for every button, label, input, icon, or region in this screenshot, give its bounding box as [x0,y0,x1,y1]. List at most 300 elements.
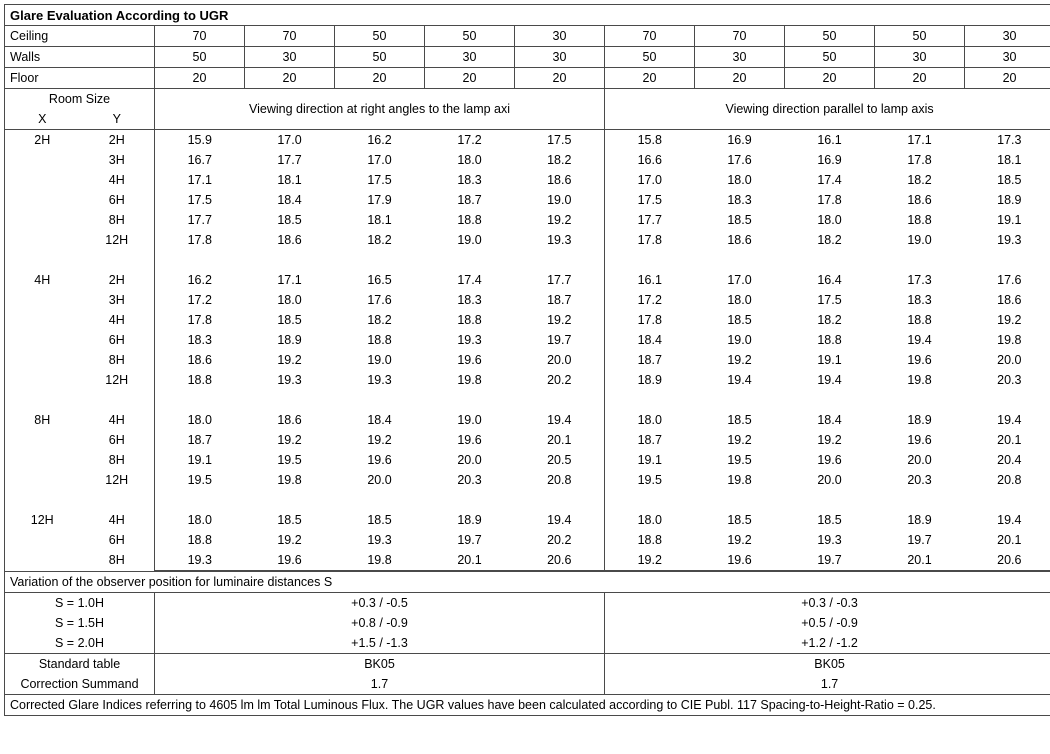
ugr-value: 18.8 [155,530,245,550]
ugr-value: 19.4 [515,510,605,530]
ugr-value: 19.3 [785,530,875,550]
spacer-cell [515,490,605,510]
data-row [5,210,1050,230]
ugr-value: 17.5 [155,190,245,210]
ugr-value: 20.4 [965,450,1050,470]
ugr-value: 19.2 [695,430,785,450]
ugr-value: 18.9 [875,510,965,530]
ugr-value: 20.2 [515,370,605,390]
ugr-value: 18.3 [425,170,515,190]
variation-parallel: +0.5 / -0.9 [605,613,1050,633]
ugr-value: 18.3 [695,190,785,210]
spacer-cell [335,490,425,510]
ugr-value: 18.6 [515,170,605,190]
ugr-value: 19.8 [695,470,785,490]
spacer-cell [155,490,245,510]
ugr-value: 19.0 [425,410,515,430]
room-size-y: 2H [80,270,155,290]
ugr-value: 19.8 [425,370,515,390]
data-row [5,170,1050,190]
data-row [5,270,1050,290]
reflectance-value: 30 [425,47,515,68]
ugr-value: 19.2 [695,530,785,550]
ugr-value: 19.4 [965,410,1050,430]
ugr-value: 19.1 [605,450,695,470]
reflectance-value: 70 [695,26,785,47]
ugr-value: 19.0 [335,350,425,370]
spacer-cell [965,250,1050,270]
room-size-header: Room Size [5,89,155,110]
ugr-value: 16.4 [785,270,875,290]
ugr-value: 19.1 [965,210,1050,230]
ugr-value: 17.6 [965,270,1050,290]
room-size-y: 6H [80,330,155,350]
ugr-value: 17.4 [785,170,875,190]
spacer-cell [785,390,875,410]
spacer-cell [605,250,695,270]
data-row [5,510,1050,530]
room-size-x: 12H [5,510,80,530]
ugr-value: 18.0 [425,150,515,170]
ugr-value: 18.8 [875,210,965,230]
spacer-cell [965,490,1050,510]
ugr-value: 20.0 [515,350,605,370]
spacer-cell [155,250,245,270]
ugr-value: 18.4 [785,410,875,430]
variation-label: S = 2.0H [5,633,155,654]
room-size-y: 4H [80,510,155,530]
ugr-value: 18.9 [605,370,695,390]
spacer-cell [515,250,605,270]
ugr-value: 19.5 [695,450,785,470]
ugr-value: 19.2 [335,430,425,450]
room-size-x [5,370,80,390]
reflectance-value: 50 [335,47,425,68]
spacer-cell [425,390,515,410]
ugr-value: 19.1 [785,350,875,370]
ugr-value: 18.6 [245,410,335,430]
data-row [5,230,1050,250]
ugr-value: 19.8 [875,370,965,390]
room-size-y: 4H [80,170,155,190]
correction-summand-row [5,674,1050,695]
spacer-cell [965,390,1050,410]
spacer-cell [80,250,155,270]
ugr-value: 19.6 [785,450,875,470]
variation-parallel: +0.3 / -0.3 [605,593,1050,614]
ugr-value: 19.2 [245,350,335,370]
room-size-x [5,210,80,230]
direction-header-perpendicular: Viewing direction at right angles to the lamp axi [155,89,605,130]
standard-table-row [5,654,1050,675]
ugr-value: 16.9 [695,130,785,151]
ugr-value: 17.5 [335,170,425,190]
room-size-x [5,290,80,310]
data-row [5,130,1050,151]
ugr-value: 19.5 [155,470,245,490]
ugr-glare-evaluation-page [0,4,1050,754]
ugr-value: 18.0 [605,410,695,430]
data-row [5,530,1050,550]
correction-summand-perpendicular: 1.7 [155,674,605,695]
ugr-value: 20.0 [335,470,425,490]
ugr-value: 18.3 [425,290,515,310]
ugr-value: 17.0 [245,130,335,151]
ugr-value: 17.7 [245,150,335,170]
ugr-value: 16.7 [155,150,245,170]
ugr-value: 17.8 [785,190,875,210]
ugr-value: 19.4 [515,410,605,430]
correction-summand-parallel: 1.7 [605,674,1050,695]
ugr-value: 18.5 [245,310,335,330]
ugr-value: 16.2 [155,270,245,290]
spacer-cell [335,390,425,410]
footnote: Corrected Glare Indices referring to 4605 lm lm Total Luminous Flux. The UGR values have been calculated according to CIE Publ. 117 Spacing-to-Height-Ratio = 0.25. [5,695,1050,716]
ugr-value: 20.1 [965,430,1050,450]
ugr-value: 20.1 [515,430,605,450]
ugr-value: 17.0 [695,270,785,290]
axis-label-x: X [5,109,80,130]
reflectance-value: 70 [605,26,695,47]
reflectance-value: 20 [965,68,1050,89]
data-row [5,190,1050,210]
spacer-cell [80,390,155,410]
data-row [5,410,1050,430]
ugr-value: 16.1 [605,270,695,290]
data-row [5,310,1050,330]
ugr-value: 15.9 [155,130,245,151]
ugr-value: 18.5 [695,510,785,530]
ugr-value: 18.2 [335,230,425,250]
reflectance-value: 30 [515,47,605,68]
ugr-value: 17.7 [155,210,245,230]
ugr-value: 19.0 [515,190,605,210]
spacer-cell [245,390,335,410]
room-size-y: 12H [80,230,155,250]
ugr-value: 19.2 [605,550,695,571]
variation-perpendicular: +1.5 / -1.3 [155,633,605,654]
ugr-value: 18.6 [965,290,1050,310]
ugr-value: 18.5 [245,510,335,530]
group-spacer-row [5,390,1050,410]
ugr-value: 19.3 [335,530,425,550]
room-size-header-row [5,89,1050,110]
ugr-value: 17.2 [425,130,515,151]
ugr-value: 19.3 [515,230,605,250]
ugr-value: 19.6 [425,350,515,370]
ugr-value: 18.3 [155,330,245,350]
ugr-value: 17.3 [875,270,965,290]
ugr-value: 19.2 [245,530,335,550]
reflectance-label: Ceiling [5,26,155,47]
ugr-value: 18.2 [515,150,605,170]
ugr-value: 18.2 [785,230,875,250]
data-row [5,550,1050,571]
reflectance-value: 20 [875,68,965,89]
ugr-value: 18.0 [155,510,245,530]
room-size-x: 4H [5,270,80,290]
reflectance-value: 20 [605,68,695,89]
ugr-value: 17.8 [875,150,965,170]
reflectance-value: 20 [785,68,875,89]
standard-table-perpendicular: BK05 [155,654,605,675]
ugr-value: 17.6 [695,150,785,170]
reflectance-value: 30 [965,26,1050,47]
spacer-cell [155,390,245,410]
reflectance-value: 50 [605,47,695,68]
ugr-value: 19.0 [695,330,785,350]
ugr-value: 17.8 [155,230,245,250]
footnote-row [5,695,1050,716]
ugr-value: 18.7 [515,290,605,310]
room-size-x [5,230,80,250]
ugr-value: 19.1 [155,450,245,470]
reflectance-value: 50 [785,47,875,68]
ugr-value: 17.5 [785,290,875,310]
ugr-value: 17.7 [605,210,695,230]
ugr-value: 19.3 [425,330,515,350]
room-size-x [5,430,80,450]
ugr-value: 19.7 [785,550,875,571]
data-row [5,350,1050,370]
room-size-y: 4H [80,310,155,330]
ugr-value: 16.6 [605,150,695,170]
variation-row [5,613,1050,633]
ugr-value: 18.8 [605,530,695,550]
reflectance-value: 30 [875,47,965,68]
ugr-value: 18.5 [335,510,425,530]
room-size-x [5,350,80,370]
ugr-value: 20.1 [965,530,1050,550]
ugr-value: 18.2 [785,310,875,330]
room-size-x [5,450,80,470]
ugr-value: 18.8 [875,310,965,330]
room-size-x [5,470,80,490]
spacer-cell [245,490,335,510]
ugr-value: 19.0 [875,230,965,250]
room-size-y: 6H [80,430,155,450]
room-size-x: 8H [5,410,80,430]
ugr-value: 18.8 [785,330,875,350]
ugr-value: 20.1 [425,550,515,571]
reflectance-value: 20 [425,68,515,89]
ugr-value: 16.5 [335,270,425,290]
ugr-value: 17.4 [425,270,515,290]
ugr-value: 19.6 [875,430,965,450]
ugr-value: 20.3 [425,470,515,490]
ugr-value: 16.1 [785,130,875,151]
reflectance-label: Walls [5,47,155,68]
ugr-value: 18.8 [155,370,245,390]
ugr-value: 18.8 [425,210,515,230]
variation-label: S = 1.0H [5,593,155,614]
reflectance-value: 50 [335,26,425,47]
ugr-value: 17.1 [875,130,965,151]
ugr-value: 17.6 [335,290,425,310]
ugr-value: 19.5 [245,450,335,470]
ugr-value: 18.7 [155,430,245,450]
ugr-value: 19.4 [785,370,875,390]
reflectance-value: 30 [515,26,605,47]
room-size-y: 12H [80,370,155,390]
ugr-value: 18.7 [425,190,515,210]
reflectance-value: 20 [695,68,785,89]
reflectance-row [5,68,1050,89]
ugr-value: 18.1 [965,150,1050,170]
ugr-value: 19.7 [875,530,965,550]
spacer-cell [695,390,785,410]
spacer-cell [875,390,965,410]
ugr-table [4,4,1050,716]
ugr-value: 20.0 [785,470,875,490]
ugr-value: 18.4 [605,330,695,350]
ugr-value: 18.9 [875,410,965,430]
ugr-value: 19.3 [965,230,1050,250]
room-size-x [5,190,80,210]
reflectance-value: 50 [875,26,965,47]
ugr-value: 18.8 [335,330,425,350]
ugr-value: 18.0 [785,210,875,230]
reflectance-value: 20 [245,68,335,89]
ugr-value: 18.5 [695,410,785,430]
ugr-value: 17.3 [965,130,1050,151]
ugr-value: 19.6 [695,550,785,571]
ugr-value: 18.4 [245,190,335,210]
spacer-cell [785,250,875,270]
group-spacer-row [5,250,1050,270]
ugr-value: 19.2 [695,350,785,370]
room-size-y: 6H [80,190,155,210]
ugr-value: 19.8 [245,470,335,490]
spacer-cell [5,250,80,270]
reflectance-value: 20 [155,68,245,89]
room-size-x [5,530,80,550]
group-spacer-row [5,490,1050,510]
ugr-value: 18.6 [245,230,335,250]
spacer-cell [785,490,875,510]
spacer-cell [515,390,605,410]
variation-row [5,593,1050,614]
ugr-value: 16.2 [335,130,425,151]
reflectance-value: 50 [785,26,875,47]
ugr-value: 19.2 [515,310,605,330]
ugr-value: 19.2 [245,430,335,450]
ugr-value: 20.6 [965,550,1050,571]
ugr-value: 17.5 [515,130,605,151]
spacer-cell [5,490,80,510]
ugr-value: 19.3 [335,370,425,390]
room-size-y: 8H [80,350,155,370]
ugr-value: 19.6 [875,350,965,370]
spacer-cell [425,490,515,510]
ugr-value: 17.8 [155,310,245,330]
data-row [5,470,1050,490]
variation-parallel: +1.2 / -1.2 [605,633,1050,654]
title-row [5,5,1050,26]
ugr-value: 18.6 [155,350,245,370]
reflectance-row [5,26,1050,47]
spacer-cell [875,490,965,510]
ugr-value: 19.0 [425,230,515,250]
ugr-value: 20.8 [965,470,1050,490]
room-size-y: 8H [80,550,155,571]
room-size-y: 8H [80,450,155,470]
ugr-value: 20.1 [875,550,965,571]
spacer-cell [695,250,785,270]
spacer-cell [875,250,965,270]
ugr-value: 15.8 [605,130,695,151]
ugr-value: 20.5 [515,450,605,470]
ugr-value: 18.2 [875,170,965,190]
spacer-cell [695,490,785,510]
reflectance-value: 50 [425,26,515,47]
ugr-value: 19.6 [425,430,515,450]
variation-perpendicular: +0.8 / -0.9 [155,613,605,633]
reflectance-value: 30 [965,47,1050,68]
ugr-value: 18.1 [335,210,425,230]
data-row [5,430,1050,450]
room-size-y: 8H [80,210,155,230]
ugr-value: 20.3 [965,370,1050,390]
spacer-cell [245,250,335,270]
ugr-value: 19.3 [155,550,245,571]
ugr-value: 19.8 [965,330,1050,350]
ugr-value: 20.3 [875,470,965,490]
ugr-value: 18.5 [785,510,875,530]
ugr-value: 17.2 [155,290,245,310]
reflectance-value: 30 [245,47,335,68]
ugr-value: 18.5 [695,210,785,230]
ugr-value: 18.9 [425,510,515,530]
ugr-value: 17.9 [335,190,425,210]
ugr-value: 19.7 [425,530,515,550]
room-size-x [5,310,80,330]
ugr-value: 16.9 [785,150,875,170]
room-size-y: 2H [80,130,155,151]
ugr-value: 20.0 [965,350,1050,370]
ugr-value: 18.5 [965,170,1050,190]
ugr-value: 19.8 [335,550,425,571]
ugr-value: 20.6 [515,550,605,571]
data-row [5,330,1050,350]
room-size-y: 3H [80,150,155,170]
variation-header: Variation of the observer position for luminaire distances S [5,572,1050,593]
reflectance-value: 70 [155,26,245,47]
ugr-value: 19.4 [965,510,1050,530]
ugr-value: 18.0 [695,170,785,190]
ugr-value: 18.3 [875,290,965,310]
ugr-value: 18.5 [695,310,785,330]
ugr-value: 18.6 [695,230,785,250]
standard-table-label: Standard table [5,654,155,675]
direction-header-parallel: Viewing direction parallel to lamp axis [605,89,1050,130]
data-row [5,290,1050,310]
variation-label: S = 1.5H [5,613,155,633]
reflectance-value: 20 [335,68,425,89]
ugr-value: 18.9 [965,190,1050,210]
ugr-value: 18.9 [245,330,335,350]
ugr-value: 18.5 [245,210,335,230]
reflectance-value: 20 [515,68,605,89]
correction-summand-label: Correction Summand [5,674,155,695]
data-row [5,450,1050,470]
ugr-value: 18.8 [425,310,515,330]
ugr-value: 19.3 [245,370,335,390]
ugr-value: 19.2 [515,210,605,230]
ugr-value: 19.4 [695,370,785,390]
ugr-value: 19.6 [335,450,425,470]
ugr-value: 18.6 [875,190,965,210]
